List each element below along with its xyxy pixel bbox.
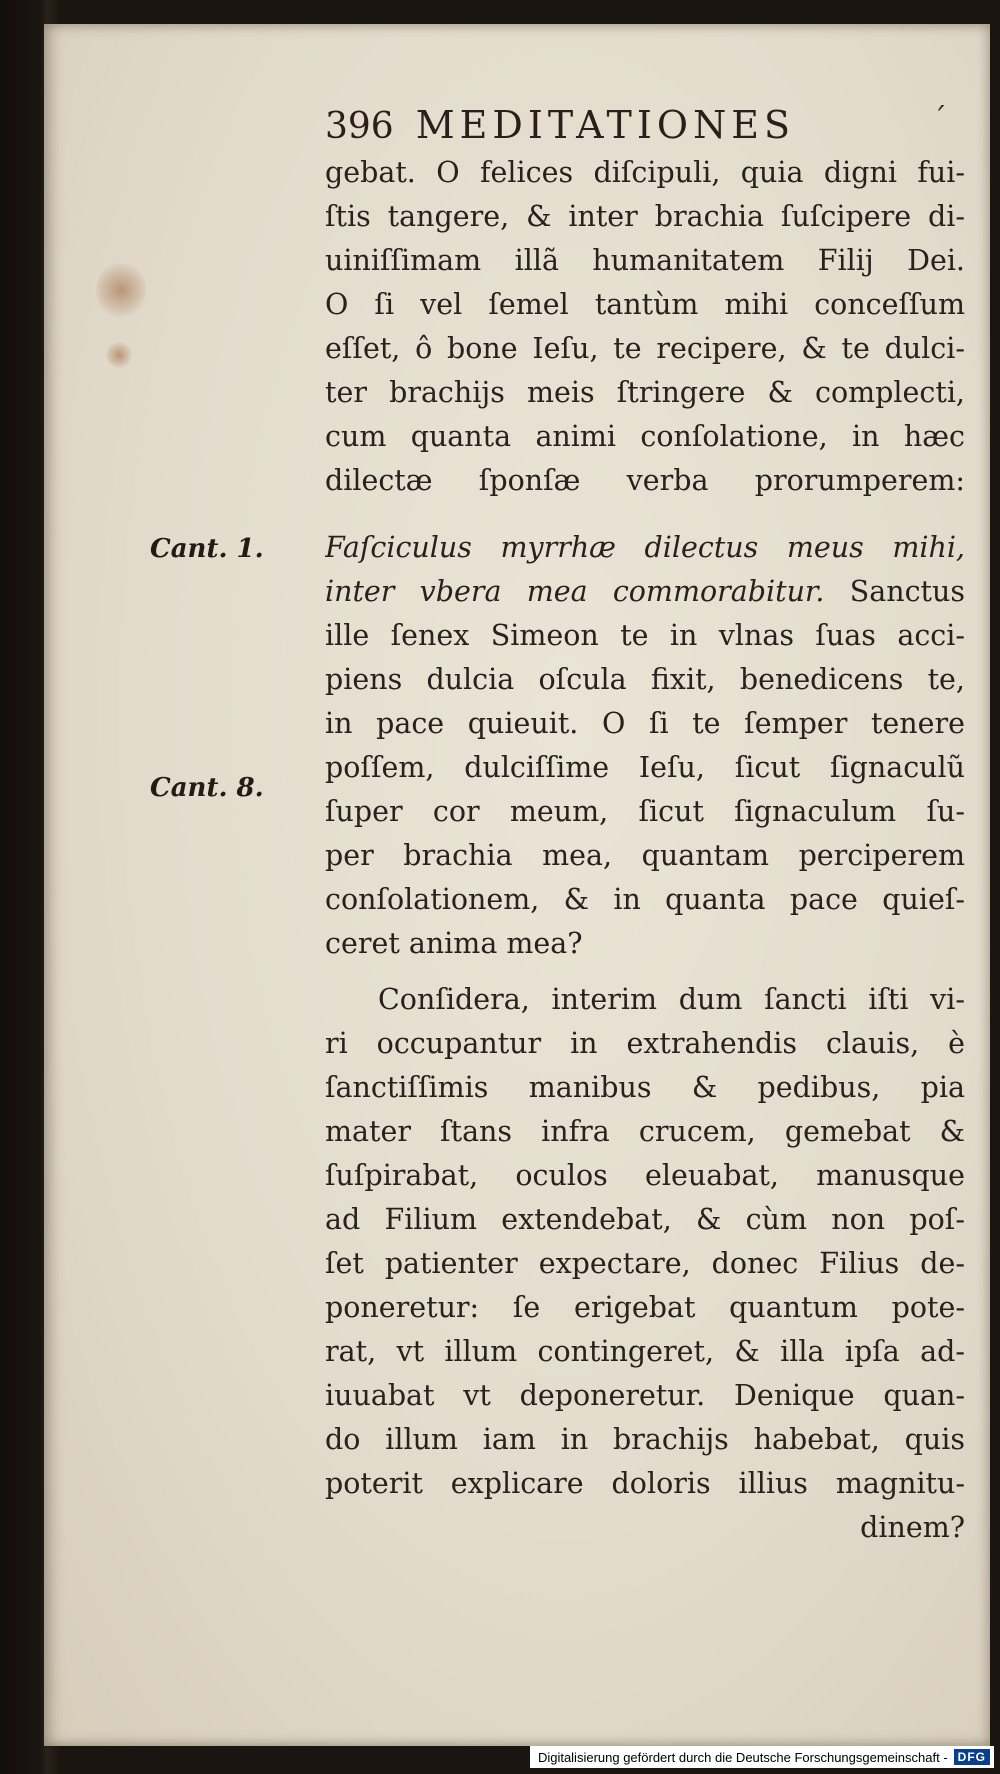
page-number: 396 bbox=[325, 106, 394, 147]
text-line: ter brachijs meis ſtringere & complecti, bbox=[325, 376, 965, 409]
paragraph-start-line: Conſidera, interim dum ſancti iſti vi- bbox=[378, 983, 965, 1016]
text-line: mater ſtans infra crucem, gemebat & bbox=[325, 1115, 965, 1148]
text-line: rat, vt illum contingeret, & illa ipſa ad- bbox=[325, 1335, 965, 1368]
text-line: iuuabat vt deponeretur. Denique quan- bbox=[325, 1379, 965, 1412]
text-line: in pace quieuit. O ſi te ſemper tenere bbox=[325, 707, 965, 740]
text-line: eſſet, ô bone Ieſu, te recipere, & te dulci- bbox=[325, 332, 965, 365]
text-line: ſuſpirabat, oculos eleuabat, manusque bbox=[325, 1159, 965, 1192]
ink-mark: ˊ bbox=[932, 102, 947, 137]
text-line: cum quanta animi conſolatione, in hæc bbox=[325, 420, 965, 453]
text-line: ri occupantur in extrahendis clauis, è bbox=[325, 1027, 965, 1060]
text-line: poterit explicare doloris illius magnitu- bbox=[325, 1467, 965, 1500]
running-title: MEDITATIONES bbox=[415, 103, 796, 147]
text-line: per brachia mea, quantam perciperem bbox=[325, 839, 965, 872]
text-line: poneretur: ſe erigebat quantum pote- bbox=[325, 1291, 965, 1324]
marginal-note-cant-1: Cant. 1. bbox=[150, 534, 264, 564]
dfg-logo: DFG bbox=[954, 1749, 990, 1765]
digitization-footer bbox=[530, 1746, 994, 1768]
text-line: conſolationem, & in quanta pace quieſ- bbox=[325, 883, 965, 916]
text-line-italic bbox=[325, 527, 965, 569]
text-line: dilectæ ſponſæ verba prorumperem: bbox=[325, 464, 965, 497]
text-line: ille ſenex Simeon te in vlnas ſuas acci- bbox=[325, 619, 965, 652]
text-line-mixed bbox=[325, 571, 965, 613]
marginal-note-cant-8: Cant. 8. bbox=[150, 773, 264, 803]
text-line: ſet patienter expectare, donec Filius de- bbox=[325, 1247, 965, 1280]
footer-credit-text: Digitalisierung gefördert durch die Deutsche Forschungsgemeinschaft - bbox=[537, 1749, 948, 1765]
text-line: ad Filium extendebat, & cùm non poſ- bbox=[325, 1203, 965, 1236]
text-line: ſuper cor meum, ſicut ſignaculum ſu- bbox=[325, 795, 965, 828]
quotation-text: Faſciculus myrrhæ dilectus meus mihi, bbox=[325, 531, 965, 564]
text-line: gebat. O felices diſcipuli, quia digni fui- bbox=[325, 156, 965, 189]
stain-mark bbox=[106, 342, 132, 368]
running-head bbox=[325, 103, 795, 147]
text-line: poſſem, dulciſſime Ieſu, ſicut ſignaculũ bbox=[325, 751, 965, 784]
text-line: uiniſſimam illã humanitatem Filij Dei. bbox=[325, 244, 965, 277]
text-line: ceret anima mea? bbox=[325, 927, 583, 960]
text-line: O ſi vel ſemel tantùm mihi conceſſum bbox=[325, 288, 965, 321]
text-line: piens dulcia oſcula fixit, benedicens te, bbox=[325, 663, 965, 696]
text-line: ſtis tangere, & inter brachia ſuſcipere di- bbox=[325, 200, 965, 233]
stain-mark bbox=[96, 262, 146, 318]
text-line: do illum iam in brachijs habebat, quis bbox=[325, 1423, 965, 1456]
text-line-final: dinem? bbox=[860, 1511, 965, 1544]
text-fragment: Sanctus bbox=[849, 575, 965, 608]
quotation-text: inter vbera mea commorabitur. bbox=[325, 575, 825, 608]
text-line: ſanctiſſimis manibus & pedibus, pia bbox=[325, 1071, 965, 1104]
